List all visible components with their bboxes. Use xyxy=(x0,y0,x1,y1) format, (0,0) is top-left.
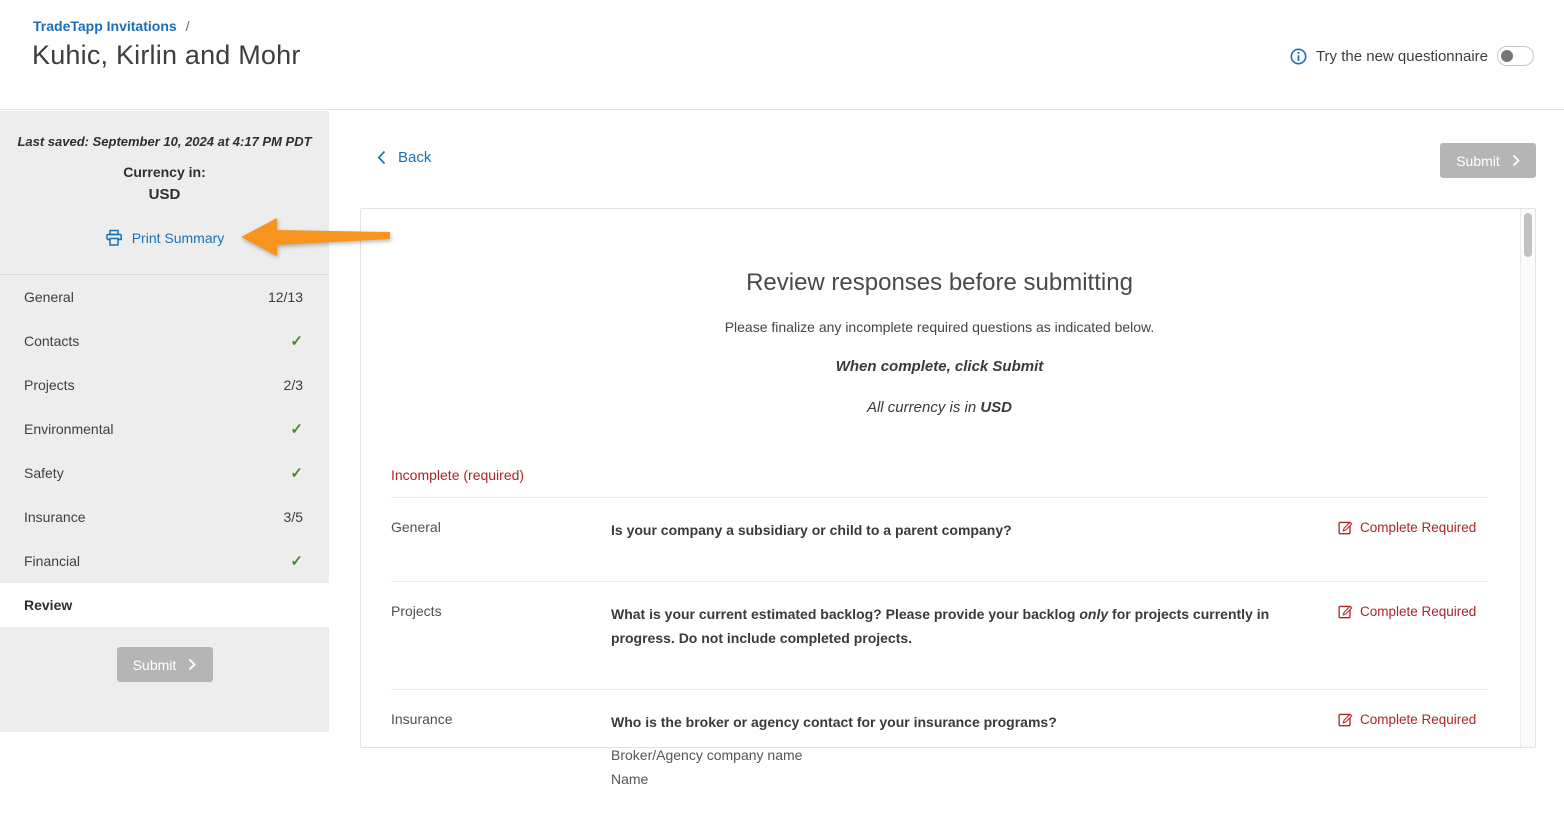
complete-required-label: Complete Required xyxy=(1360,604,1476,619)
complete-required-link[interactable] xyxy=(1338,710,1488,727)
incomplete-required-heading: Incomplete (required) xyxy=(391,467,1488,483)
sidebar-item-general[interactable] xyxy=(0,275,329,319)
complete-required-label: Complete Required xyxy=(1360,712,1476,727)
currency-note-value: USD xyxy=(980,399,1012,416)
edit-icon xyxy=(1338,604,1353,619)
print-summary-label: Print Summary xyxy=(132,230,225,246)
review-card xyxy=(360,208,1536,748)
review-subtitle: Please finalize any incomplete required questions as indicated below. xyxy=(391,319,1488,335)
nav-label: General xyxy=(24,289,74,305)
nav-label: Projects xyxy=(24,377,75,393)
complete-required-link[interactable] xyxy=(1338,602,1488,619)
sidebar-item-contacts[interactable] xyxy=(0,319,329,363)
printer-icon xyxy=(105,229,123,247)
sidebar-item-environmental[interactable] xyxy=(0,407,329,451)
row-sub-label-partial: Name xyxy=(611,771,1288,787)
back-label: Back xyxy=(398,149,431,166)
nav-progress-count: 3/5 xyxy=(284,509,303,525)
question-text-italic: only xyxy=(1079,606,1108,622)
complete-required-label: Complete Required xyxy=(1360,520,1476,535)
currency-value: USD xyxy=(0,186,329,203)
card-scrollbar[interactable] xyxy=(1520,209,1535,747)
check-icon: ✓ xyxy=(290,420,303,438)
nav-label: Financial xyxy=(24,553,80,569)
sidebar-item-insurance[interactable] xyxy=(0,495,329,539)
incomplete-row-general xyxy=(391,498,1488,582)
toggle-knob xyxy=(1501,50,1513,62)
row-category: Projects xyxy=(391,602,611,619)
main-submit-button[interactable] xyxy=(1440,143,1536,178)
nav-progress-count: 2/3 xyxy=(284,377,303,393)
row-category: Insurance xyxy=(391,710,611,727)
edit-icon xyxy=(1338,712,1353,727)
page-title: Kuhic, Kirlin and Mohr xyxy=(32,40,301,71)
incomplete-row-insurance xyxy=(391,690,1488,825)
review-title: Review responses before submitting xyxy=(391,269,1488,297)
last-saved-note: Last saved: September 10, 2024 at 4:17 PM PDT xyxy=(0,111,329,149)
question-text: for projects currently in progress. Do not include completed projects. xyxy=(611,606,1269,647)
submit-label: Submit xyxy=(1456,153,1500,169)
nav-label: Environmental xyxy=(24,421,114,437)
sidebar-submit-button[interactable] xyxy=(117,647,213,682)
sidebar-item-review[interactable] xyxy=(0,583,329,627)
new-questionnaire-control xyxy=(1290,46,1534,66)
currency-label: Currency in: xyxy=(0,164,329,180)
breadcrumb xyxy=(33,18,190,34)
check-icon: ✓ xyxy=(290,464,303,482)
complete-required-link[interactable] xyxy=(1338,518,1488,535)
nav-label: Contacts xyxy=(24,333,79,349)
currency-note-text: All currency is in xyxy=(867,399,980,416)
scrollbar-thumb[interactable] xyxy=(1524,213,1532,257)
row-question: Is your company a subsidiary or child to a parent company? xyxy=(611,518,1288,543)
currency-note xyxy=(391,399,1488,416)
check-icon: ✓ xyxy=(290,332,303,350)
questionnaire-sidebar xyxy=(0,111,329,732)
row-question: Who is the broker or agency contact for your insurance programs? xyxy=(611,710,1288,735)
incomplete-row-projects xyxy=(391,582,1488,690)
nav-label: Safety xyxy=(24,465,64,481)
page-header xyxy=(0,0,1564,110)
print-summary-link[interactable] xyxy=(0,229,329,247)
row-question xyxy=(611,602,1288,651)
sidebar-item-projects[interactable] xyxy=(0,363,329,407)
breadcrumb-link-tradetapp-invitations[interactable]: TradeTapp Invitations xyxy=(33,18,177,34)
back-link[interactable] xyxy=(377,149,431,166)
new-questionnaire-toggle[interactable] xyxy=(1497,46,1534,66)
info-icon xyxy=(1290,48,1307,65)
chevron-right-icon xyxy=(188,658,196,671)
chevron-right-icon xyxy=(1512,154,1520,167)
edit-icon xyxy=(1338,520,1353,535)
question-text: What is your current estimated backlog? Please provide your backlog xyxy=(611,606,1079,622)
new-questionnaire-label: Try the new questionnaire xyxy=(1316,48,1488,65)
check-icon: ✓ xyxy=(290,552,303,570)
sidebar-item-safety[interactable] xyxy=(0,451,329,495)
chevron-left-icon xyxy=(377,150,386,165)
row-category: General xyxy=(391,518,611,535)
nav-label: Review xyxy=(24,597,72,613)
nav-label: Insurance xyxy=(24,509,85,525)
breadcrumb-separator: / xyxy=(186,18,190,34)
submit-label: Submit xyxy=(133,657,177,673)
complete-note: When complete, click Submit xyxy=(391,358,1488,375)
row-sub-label: Broker/Agency company name xyxy=(611,747,1288,763)
nav-progress-count: 12/13 xyxy=(268,289,303,305)
section-nav xyxy=(0,275,329,627)
sidebar-item-financial[interactable] xyxy=(0,539,329,583)
